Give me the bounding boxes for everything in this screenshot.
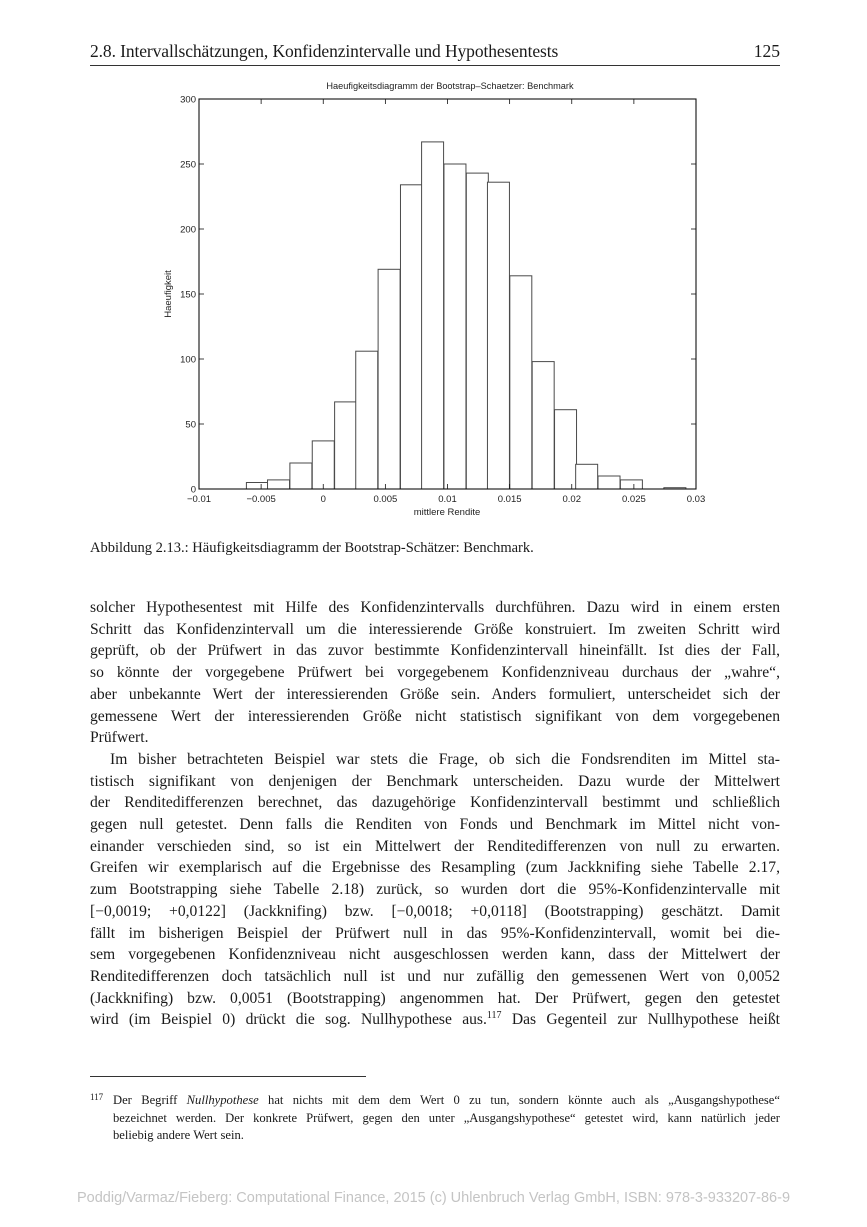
y-tick-label: 250 [180, 159, 196, 171]
paragraph-2 [90, 749, 780, 1031]
y-axis-label: Haeufigkeit [163, 270, 174, 318]
histogram-bar [532, 362, 554, 489]
histogram-bar [598, 476, 620, 489]
text-line: gegen null getestet. Denn falls die Renditen von Fonds und Benchmark im Mittel nicht von- [90, 816, 780, 834]
footnote-rule [90, 1076, 366, 1077]
text-line: tistisch signifikant von denjenigen der Benchmark unterscheiden. Dazu wurde der Mittelwert [90, 772, 780, 790]
x-tick-label: 0.02 [562, 494, 581, 505]
x-tick-label: 0 [320, 494, 326, 505]
figure-caption: Abbildung 2.13.: Häufigkeitsdiagramm der Bootstrap-Schätzer: Benchmark. [90, 540, 534, 556]
footnote-line-1: Der Begriff Nullhypothese hat nichts mit dem dem Wert 0 zu tun, sondern könnte auch als „Ausgangshypothese“ [113, 1093, 780, 1107]
text-line: Im bisher betrachteten Beispiel war stets die Frage, ob sich die Fondsrenditen im Mittel sta- [110, 750, 780, 768]
y-tick-label: 100 [180, 354, 196, 366]
x-tick-label: 0.015 [497, 494, 522, 505]
text-line: aber unbekannte Wert der interessierenden Größe sein. Anders formuliert, unterscheidet sich der [90, 685, 780, 703]
text-line: gemessene Wert der interessierenden Größe nicht statistisch signifikant von dem vorgegebenen [90, 707, 780, 725]
page-number: 125 [753, 41, 780, 61]
text-line: so könnte der vorgegebene Prüfwert bei vorgegebenem Konfidenzniveau durchaus der „wahre“, [90, 664, 780, 682]
text-line: [−0,0019; +0,0122] (Jackknifing) bzw. [−0,0018; +0,0118] (Bootstrapping) geschätzt. Damit [90, 902, 780, 920]
x-tick-label: 0.03 [686, 494, 706, 505]
histogram-bar [378, 269, 400, 489]
text-line: zum Bootstrapping siehe Tabelle 2.18) zurück, so wurden dort die 95%-Konfidenzintervalle mit [90, 881, 780, 899]
text-line: geprüft, ob der Prüfwert in das zuvor bestimmte Konfidenzintervall hineinfällt. Ist dies der Fall, [90, 642, 780, 660]
x-tick-label: 0.025 [621, 494, 646, 505]
text-line: Prüfwert. [90, 729, 149, 747]
histogram-figure [150, 78, 730, 523]
histogram-chart [150, 78, 730, 523]
running-head [90, 41, 780, 66]
histogram-bar [466, 173, 488, 489]
text-line: solcher Hypothesentest mit Hilfe des Konfidenzintervalls durchführen. Dazu wird in einem ersten [90, 599, 780, 616]
histogram-bar [312, 441, 334, 489]
text-line: Schritt das Konfidenzintervall um die interessierende Größe konstruiert. Im zweiten Schritt wird [90, 620, 780, 638]
y-tick-label: 200 [180, 224, 196, 236]
x-tick-label: −0.005 [246, 494, 276, 505]
text-line: einander verschieden sind, so ist ein Mittelwert der Renditedifferenzen von null zu erwarten. [90, 837, 780, 855]
footnote-line-3: beliebig andere Wert sein. [113, 1128, 244, 1142]
footnote-117 [90, 1092, 780, 1145]
histogram-bar [356, 351, 378, 489]
text-line: sem vorgegebenen Konfidenzniveau nicht ausgeschlossen werden kann, dass der Mittelwert der [90, 946, 780, 964]
x-axis-label: mittlere Rendite [413, 507, 481, 518]
text-line: Renditedifferenzen doch tatsächlich null ist und nur zufällig den gemessenen Wert von 0,0052 [90, 967, 780, 985]
section-title: 2.8. Intervallschätzungen, Konfidenzintervalle und Hypothesentests [90, 41, 559, 61]
chart-title: Haeufigkeitsdiagramm der Bootstrap–Schaetzer: Benchmark [326, 81, 574, 91]
y-tick-label: 0 [190, 484, 196, 496]
x-tick-label: 0.01 [438, 494, 457, 505]
paragraph-1 [90, 597, 780, 749]
footnote-number: 117 [90, 1092, 104, 1102]
x-tick-label: −0.01 [186, 494, 212, 505]
histogram-bar [268, 480, 290, 489]
text-line: (Jackknifing) bzw. 0,0051 (Bootstrapping) angenommen hat. Der Prüfwert, gegen den getestet [90, 989, 780, 1007]
text-line: der Renditedifferenzen berechnet, das dazugehörige Konfidenzintervall bestimmt und schließlich [90, 794, 780, 812]
histogram-bar [620, 480, 642, 489]
body-text [90, 597, 780, 1031]
text-line: Greifen wir exemplarisch auf die Ergebnisse des Resampling (zum Jackknifing siehe Tabelle 2.17, [90, 859, 780, 877]
histogram-bar [576, 464, 598, 489]
histogram-bar [444, 164, 466, 489]
text-line: fällt im bisherigen Beispiel der Prüfwert null in das 95%-Konfidenzintervall, womit bei die- [90, 924, 780, 942]
histogram-bar [400, 185, 422, 489]
y-tick-label: 150 [180, 289, 196, 301]
histogram-bar [290, 463, 312, 489]
footnote-term-italic: Nullhypothese [186, 1093, 259, 1107]
y-tick-label: 300 [180, 94, 196, 106]
histogram-bars [246, 142, 685, 489]
histogram-bar [555, 410, 577, 489]
histogram-bar [246, 483, 268, 490]
histogram-bar [487, 182, 509, 489]
histogram-bar [422, 142, 444, 489]
histogram-bar [510, 276, 532, 489]
histogram-bar [335, 402, 357, 489]
y-tick-label: 50 [185, 419, 196, 431]
x-tick-label: 0.005 [373, 494, 398, 505]
footnote-line-2: bezeichnet werden. Der konkrete Prüfwert, gegen den unter „Ausgangshypothese“ getestet wird, kann natürlich jeder [113, 1110, 780, 1125]
copyright-watermark: Poddig/Varmaz/Fieberg: Computational Finance, 2015 (c) Uhlenbruch Verlag GmbH, ISBN: 978-3-933207-86-9 [76, 1190, 791, 1206]
text-line: wird (im Beispiel 0) drückt die sog. Nullhypothese aus.$^{117}$ Das Gegenteil zur Nullhypothese heißt [90, 1010, 781, 1029]
footnote-reference[interactable]: 117 [486, 1010, 502, 1022]
